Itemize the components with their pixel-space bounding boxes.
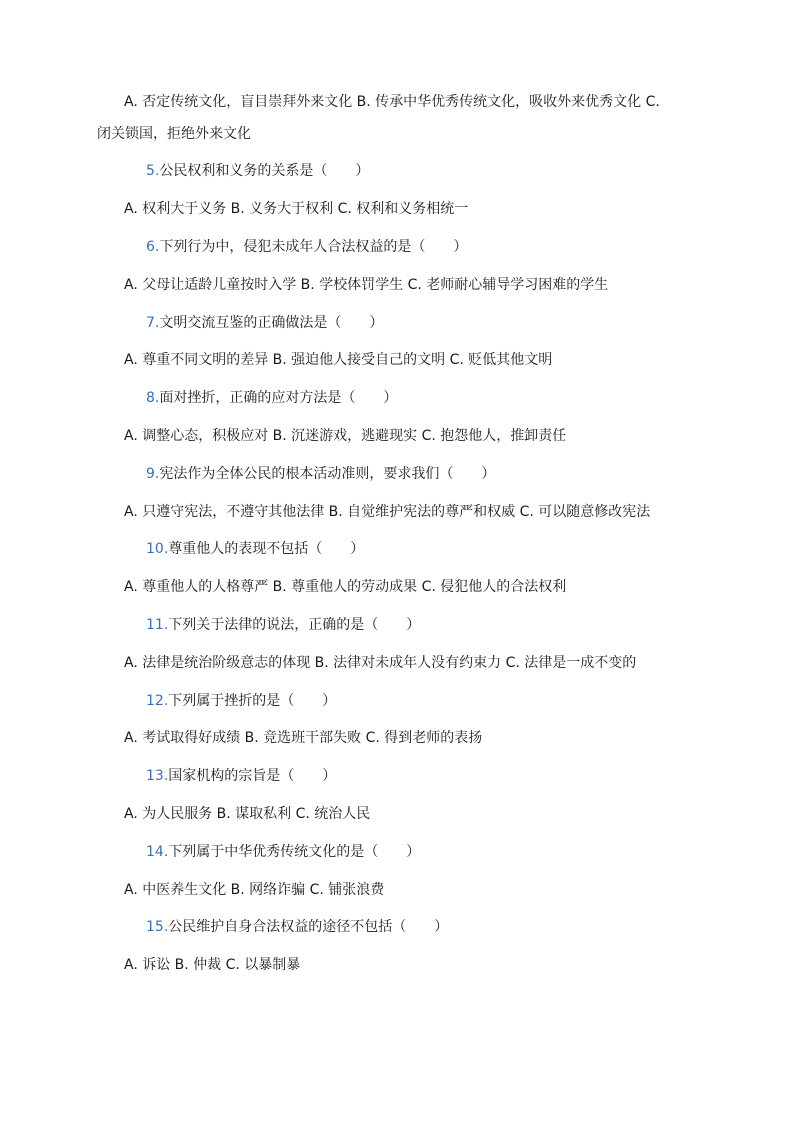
q4-options-line1: A. 否定传统文化，盲目崇拜外来文化 B. 传承中华优秀传统文化，吸收外来优秀文化 C.	[124, 94, 660, 110]
question-text: 文明交流互鉴的正确做法是（ ）	[159, 315, 384, 331]
question-number: 11.	[146, 617, 169, 633]
question-11	[146, 615, 420, 635]
question-number: 8.	[146, 390, 160, 406]
question-number: 9.	[146, 466, 160, 482]
question-text: 下列属于中华优秀传统文化的是（ ）	[168, 844, 421, 860]
question-text: 面对挫折，正确的应对方法是（ ）	[159, 390, 398, 406]
question-number: 13.	[146, 768, 169, 784]
question-8	[146, 388, 397, 408]
question-text: 公民权利和义务的关系是（ ）	[159, 163, 370, 179]
question-5	[146, 161, 369, 181]
question-7	[146, 313, 383, 333]
question-number: 14.	[146, 844, 169, 860]
question-number: 5.	[146, 163, 160, 179]
question-9	[146, 464, 495, 484]
question-text: 尊重他人的表现不包括（ ）	[168, 541, 365, 557]
question-10-options: A. 尊重他人的人格尊严 B. 尊重他人的劳动成果 C. 侵犯他人的合法权利	[124, 579, 567, 595]
question-5-options: A. 权利大于义务 B. 义务大于权利 C. 权利和义务相统一	[124, 201, 469, 217]
question-number: 6.	[146, 239, 160, 255]
question-13	[146, 766, 336, 786]
question-6-options: A. 父母让适龄儿童按时入学 B. 学校体罚学生 C. 老师耐心辅导学习困难的学生	[124, 277, 609, 293]
q4-options-line2: 闭关锁国，拒绝外来文化	[97, 126, 251, 142]
question-15-options: A. 诉讼 B. 仲裁 C. 以暴制暴	[124, 957, 301, 973]
question-text: 公民维护自身合法权益的途径不包括（ ）	[168, 919, 449, 935]
question-13-options: A. 为人民服务 B. 谋取私利 C. 统治人民	[124, 806, 371, 822]
question-15	[146, 917, 448, 937]
question-number: 7.	[146, 315, 160, 331]
question-14-options: A. 中医养生文化 B. 网络诈骗 C. 铺张浪费	[124, 882, 385, 898]
question-number: 10.	[146, 541, 169, 557]
question-8-options: A. 调整心态，积极应对 B. 沉迷游戏，逃避现实 C. 抱怨他人，推卸责任	[124, 428, 567, 444]
question-11-options: A. 法律是统治阶级意志的体现 B. 法律对未成年人没有约束力 C. 法律是一成不变的	[124, 655, 637, 671]
question-text: 下列属于挫折的是（ ）	[168, 693, 337, 709]
question-10	[146, 539, 364, 559]
question-number: 15.	[146, 919, 169, 935]
question-number: 12.	[146, 693, 169, 709]
question-7-options: A. 尊重不同文明的差异 B. 强迫他人接受自己的文明 C. 贬低其他文明	[124, 352, 553, 368]
question-text: 下列关于法律的说法，正确的是（ ）	[168, 617, 421, 633]
question-text: 宪法作为全体公民的根本活动准则，要求我们（ ）	[159, 466, 496, 482]
question-text: 下列行为中，侵犯未成年人合法权益的是（ ）	[159, 239, 468, 255]
question-12	[146, 691, 336, 711]
question-6	[146, 237, 467, 257]
question-14	[146, 842, 420, 862]
question-12-options: A. 考试取得好成绩 B. 竞选班干部失败 C. 得到老师的表扬	[124, 730, 483, 746]
question-text: 国家机构的宗旨是（ ）	[168, 768, 337, 784]
question-9-options: A. 只遵守宪法，不遵守其他法律 B. 自觉维护宪法的尊严和权威 C. 可以随意修改宪法	[124, 504, 651, 520]
